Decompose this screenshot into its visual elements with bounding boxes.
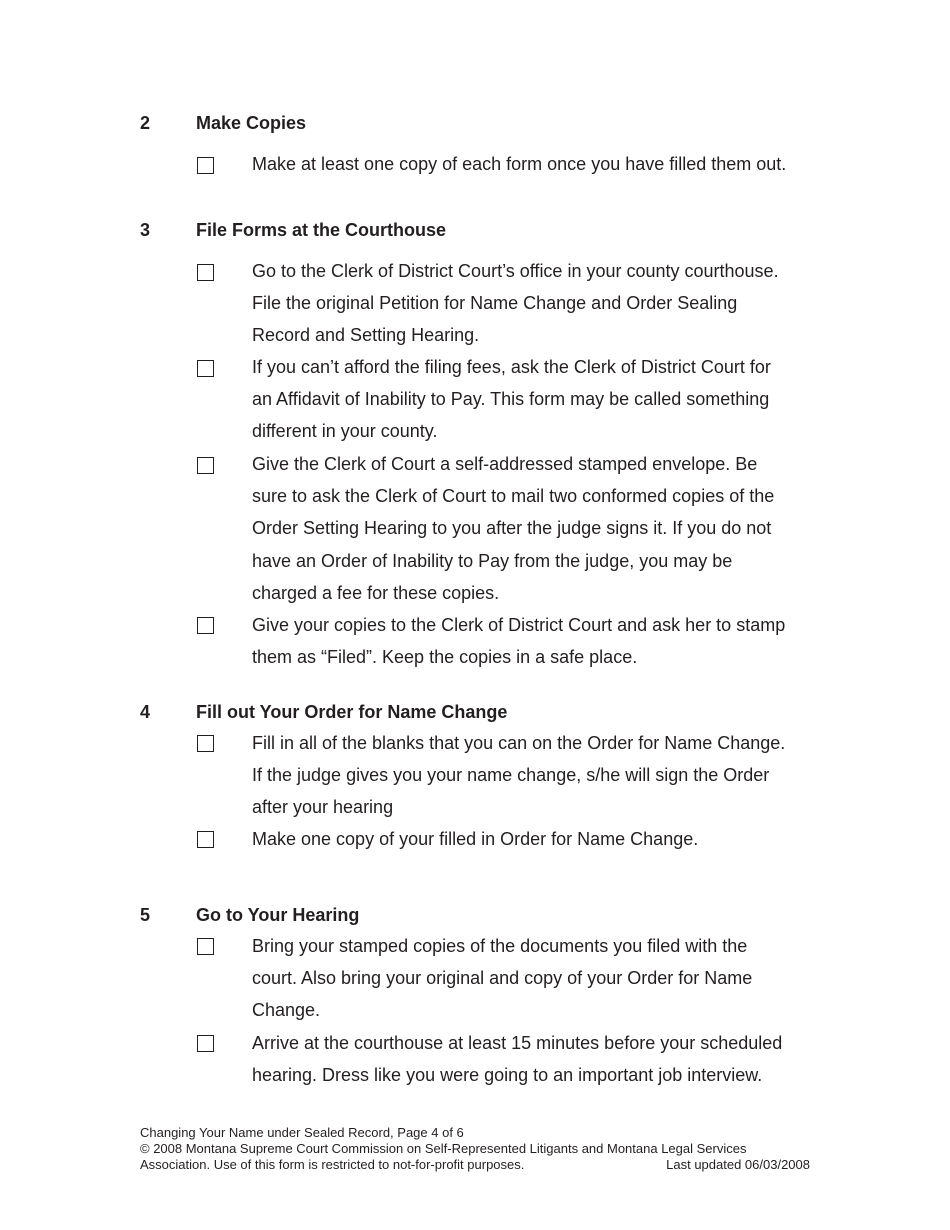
item-line: have an Order of Inability to Pay from the judge, you may be [252, 550, 733, 571]
item-file-original-text [252, 255, 812, 352]
section-3-number: 3 [140, 220, 151, 240]
item-line: If you can’t afford the filing fees, ask the Clerk of District Court for [252, 357, 771, 377]
item-line: them as “Filed”. Keep the copies in a safe place. [252, 647, 638, 668]
footer-usage: Association. Use of this form is restricted to not-for-profit purposes. [140, 1157, 525, 1172]
footer-copyright: © 2008 Montana Supreme Court Commission on Self-Represented Litigants and Montana Legal Services [140, 1141, 747, 1156]
item-line: court. Also bring your original and copy of your Order for Name [252, 968, 753, 989]
checkbox-file-original[interactable] [197, 264, 214, 281]
section-2-heading: Make Copies [196, 113, 307, 133]
item-line: Go to the Clerk of District Court’s office in your county courthouse. [252, 261, 779, 281]
checkbox-envelope[interactable] [197, 457, 214, 474]
item-envelope-text [252, 448, 812, 609]
item-line: File the original Petition for Name Change and Order Sealing [252, 293, 738, 314]
checkbox-copy-order[interactable] [197, 831, 214, 848]
checkbox-bring-copies[interactable] [197, 938, 214, 955]
item-copy-order-text [252, 823, 812, 855]
section-5-heading: Go to Your Hearing [196, 905, 360, 925]
item-line: Give your copies to the Clerk of District Court and ask her to stamp [252, 615, 786, 635]
item-line: hearing. Dress like you were going to an important job interview. [252, 1065, 763, 1086]
section-2-number: 2 [140, 113, 151, 133]
item-line: Change. [252, 1000, 321, 1021]
checkbox-fee-waiver[interactable] [197, 360, 214, 377]
item-stamp-copies-text [252, 609, 812, 673]
checkbox-arrive-early[interactable] [197, 1035, 214, 1052]
section-3-heading: File Forms at the Courthouse [196, 220, 447, 240]
checkbox-fill-order[interactable] [197, 735, 214, 752]
checkbox-make-copy[interactable] [197, 157, 214, 174]
item-line: Bring your stamped copies of the documents you filed with the [252, 936, 748, 956]
item-line: different in your county. [252, 421, 438, 442]
item-line: after your hearing [252, 797, 394, 818]
item-line: Give the Clerk of Court a self-addressed stamped envelope. Be [252, 454, 758, 474]
item-line: charged a fee for these copies. [252, 582, 500, 603]
item-line: an Affidavit of Inability to Pay. This form may be called something [252, 389, 770, 410]
footer-usage-row [140, 1157, 812, 1173]
item-line: Record and Setting Hearing. [252, 325, 480, 346]
item-fill-order-text [252, 727, 812, 824]
checkbox-stamp-copies[interactable] [197, 617, 214, 634]
item-line: Fill in all of the blanks that you can on the Order for Name Change. [252, 733, 786, 753]
item-line: Arrive at the courthouse at least 15 minutes before your scheduled [252, 1033, 783, 1053]
item-line: If the judge gives you your name change, s/he will sign the Order [252, 765, 770, 786]
item-line: sure to ask the Clerk of Court to mail two conformed copies of the [252, 486, 775, 507]
item-line: Order Setting Hearing to you after the judge signs it. If you do not [252, 518, 772, 539]
footer-last-updated: Last updated 06/03/2008 [666, 1157, 810, 1172]
section-4-number: 4 [140, 702, 151, 722]
section-5-number: 5 [140, 905, 151, 925]
item-bring-copies-text [252, 930, 812, 1027]
item-arrive-early-text [252, 1027, 812, 1091]
footer-title: Changing Your Name under Sealed Record, Page 4 of 6 [140, 1125, 464, 1140]
page-footer [140, 1125, 812, 1173]
section-4-heading: Fill out Your Order for Name Change [196, 702, 508, 722]
item-line: Make at least one copy of each form once you have filled them out. [252, 154, 787, 174]
item-line: Make one copy of your filled in Order for Name Change. [252, 829, 699, 849]
item-fee-waiver-text [252, 351, 812, 448]
item-make-copy-text [252, 148, 812, 180]
